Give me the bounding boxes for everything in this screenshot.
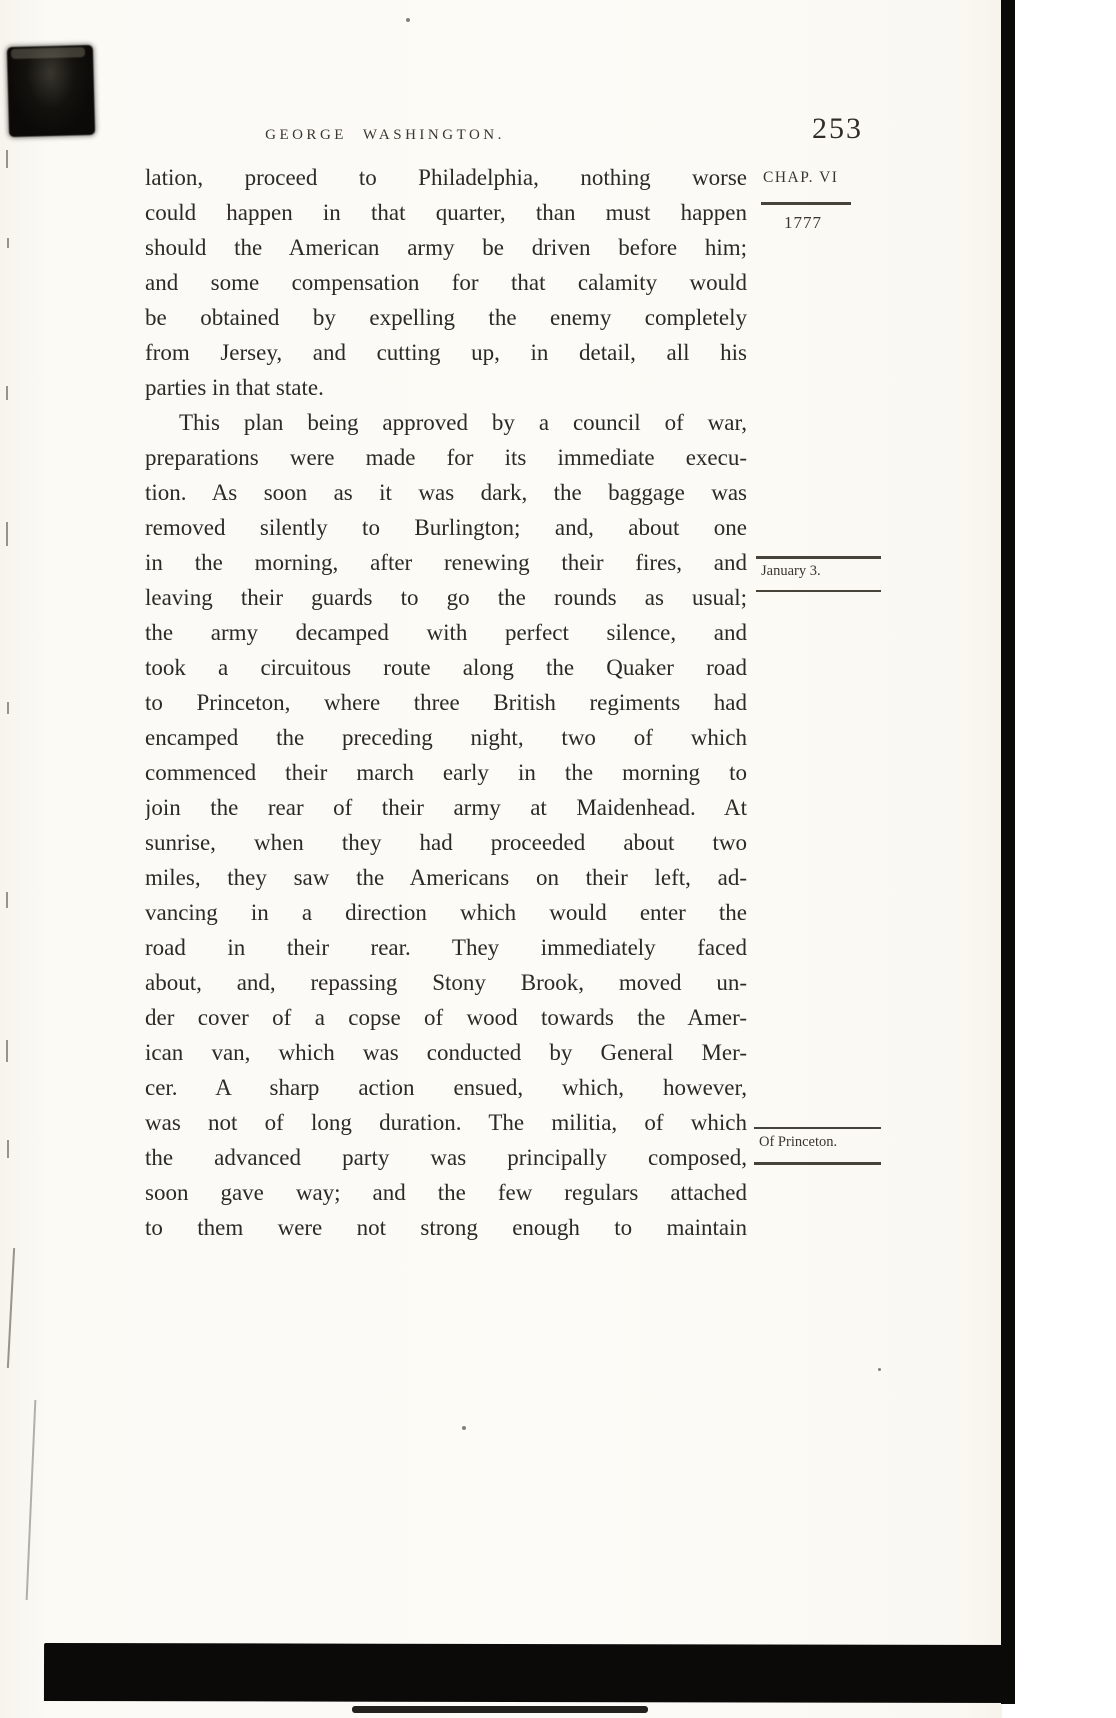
text-line: about, and, repassing Stony Brook, moved un- [145, 970, 747, 995]
text-line: join the rear of their army at Maidenhead. At [145, 795, 747, 820]
text-line: vancing in a direction which would enter the [145, 900, 747, 925]
scan-artifact [462, 1426, 466, 1430]
text-line: leaving their guards to go the rounds as usual; [145, 585, 747, 610]
sidenote-subject: Of Princeton. [759, 1134, 838, 1150]
text-line: to them were not strong enough to maintain [145, 1215, 747, 1240]
sidenote-rule [756, 590, 881, 592]
sidenote-rule [761, 202, 851, 205]
text-line: miles, they saw the Americans on their left, ad- [145, 865, 747, 890]
text-line: was not of long duration. The militia, of which [145, 1110, 747, 1135]
scan-artifact [6, 1040, 8, 1062]
sidenote-year: 1777 [784, 213, 822, 232]
scan-artifact [7, 1140, 9, 1158]
bottom-scan-strip [352, 1706, 648, 1713]
text-line: took a circuitous route along the Quaker road [145, 655, 747, 680]
text-line: to Princeton, where three British regiments had [145, 690, 747, 715]
body-text [145, 160, 747, 1245]
text-line: removed silently to Burlington; and, about one [145, 515, 747, 540]
text-line: could happen in that quarter, than must happen [145, 200, 747, 225]
text-line: should the American army be driven before him; [145, 235, 747, 260]
scan-artifact [7, 238, 9, 248]
text-line: parties in that state. [145, 375, 324, 400]
scan-artifact [6, 892, 8, 908]
page-number: 253 [812, 112, 863, 145]
text-line: sunrise, when they had proceeded about two [145, 830, 747, 855]
text-line: the army decamped with perfect silence, and [145, 620, 747, 645]
sidenote-rule [754, 1162, 881, 1165]
text-line: preparations were made for its immediate execu- [145, 445, 747, 470]
sidenote-rule [754, 1127, 881, 1129]
scan-artifact [7, 702, 9, 714]
scan-artifact [6, 522, 8, 546]
running-header-title: GEORGE WASHINGTON. [265, 127, 505, 143]
text-line: cer. A sharp action ensued, which, however, [145, 1075, 747, 1100]
text-line: ican van, which was conducted by General Mer- [145, 1040, 747, 1065]
text-line: in the morning, after renewing their fires, and [145, 550, 747, 575]
text-line: the advanced party was principally composed, [145, 1145, 747, 1170]
paragraph [145, 405, 747, 1245]
text-line: road in their rear. They immediately faced [145, 935, 747, 960]
ink-stain-artifact [7, 45, 95, 137]
scan-artifact [6, 150, 8, 168]
text-line: der cover of a copse of wood towards the Amer- [145, 1005, 747, 1030]
bottom-scan-shadow [44, 1643, 1013, 1703]
text-line: lation, proceed to Philadelphia, nothing worse [145, 165, 747, 190]
text-line: soon gave way; and the few regulars attached [145, 1180, 747, 1205]
scan-artifact [6, 386, 8, 400]
sidenote-rule [756, 556, 881, 559]
scan-artifact [878, 1368, 881, 1371]
text-line: tion. As soon as it was dark, the baggage was [145, 480, 747, 505]
text-line: commenced their march early in the morning to [145, 760, 747, 785]
text-line: be obtained by expelling the enemy completely [145, 305, 747, 330]
text-line: from Jersey, and cutting up, in detail, all his [145, 340, 747, 365]
text-line: encamped the preceding night, two of which [145, 725, 747, 750]
paragraph [145, 160, 747, 405]
scan-artifact [406, 18, 410, 22]
sidenote-date: January 3. [761, 563, 821, 579]
text-line: This plan being approved by a council of war, [179, 410, 747, 435]
book-edge-bar [1001, 0, 1015, 1704]
text-line: and some compensation for that calamity would [145, 270, 747, 295]
sidenote-chapter: CHAP. VI [763, 169, 839, 186]
